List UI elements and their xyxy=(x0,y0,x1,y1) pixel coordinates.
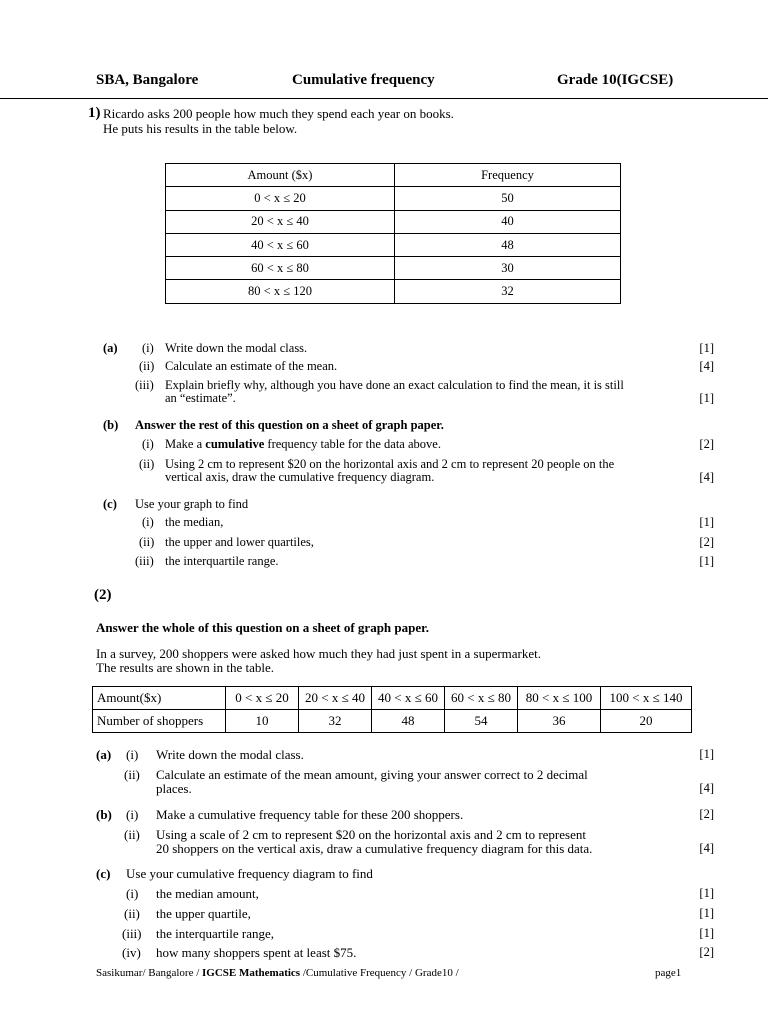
table-cell-class: 80 < x ≤ 100 xyxy=(518,687,601,710)
table-cell-frequency: 50 xyxy=(395,187,621,210)
q1-b-text: Answer the rest of this question on a sheet of graph paper. xyxy=(135,418,444,432)
q1-b-ii-text2: vertical axis, draw the cumulative frequency diagram. xyxy=(165,470,435,484)
q2-c-iv-label: (iv) xyxy=(122,945,141,960)
q2-a-i-label: (i) xyxy=(126,747,139,762)
q1-b-i-text-pre: Make a xyxy=(165,437,206,451)
q1-c-iii-text: the interquartile range. xyxy=(165,554,279,568)
table-row xyxy=(166,187,621,210)
q2-number: (2) xyxy=(94,587,112,603)
footer-text xyxy=(96,967,459,979)
q1-a-i-text: Write down the modal class. xyxy=(165,341,308,355)
table-row xyxy=(166,280,621,303)
q2-c-ii-label: (ii) xyxy=(124,906,140,921)
q2-c-iv-mark: [2] xyxy=(699,945,714,959)
footer-page: page1 xyxy=(655,967,682,979)
table-row-amount xyxy=(93,687,692,710)
q2-shoppers-table xyxy=(92,686,692,733)
table-header-amount: Amount ($x) xyxy=(166,164,395,187)
q1-c-ii-text: the upper and lower quartiles, xyxy=(165,535,314,549)
q1-frequency-table xyxy=(165,163,621,304)
q1-c-label: (c) xyxy=(103,497,117,511)
header-grade: Grade 10(IGCSE) xyxy=(557,72,674,88)
table-row xyxy=(166,210,621,233)
q1-a-i-label: (i) xyxy=(142,341,154,355)
footer-author: Sasikumar/ Bangalore / xyxy=(96,967,200,979)
q1-a-iii-text2: an “estimate”. xyxy=(165,391,236,405)
q2-b-i-text: Make a cumulative frequency table for these 200 shoppers. xyxy=(156,807,464,822)
q1-c-ii-mark: [2] xyxy=(699,535,714,549)
table-cell-shoppers: 10 xyxy=(226,710,299,733)
table-cell-shoppers: 54 xyxy=(445,710,518,733)
q2-a-i-text: Write down the modal class. xyxy=(156,747,304,762)
q2-c-ii-mark: [1] xyxy=(699,906,714,920)
table-cell-class: 0 < x ≤ 20 xyxy=(226,687,299,710)
table-cell-amount: 0 < x ≤ 20 xyxy=(166,187,395,210)
q1-c-iii-mark: [1] xyxy=(699,554,714,568)
q1-a-iii-label: (iii) xyxy=(135,378,154,392)
q2-b-label: (b) xyxy=(96,807,112,822)
footer-rest: /Cumulative Frequency / Grade10 / xyxy=(302,967,459,979)
q2-b-ii-text1: Using a scale of 2 cm to represent $20 on the horizontal axis and 2 cm to represent xyxy=(156,827,586,842)
q2-a-ii-mark: [4] xyxy=(699,781,714,795)
q2-intro-line2: The results are shown in the table. xyxy=(96,660,274,675)
q2-instruction: Answer the whole of this question on a sheet of graph paper. xyxy=(96,620,429,635)
q1-b-i-text xyxy=(165,437,441,452)
q2-b-ii-mark: [4] xyxy=(699,841,714,855)
q1-intro-line1: Ricardo asks 200 people how much they spend each year on books. xyxy=(103,106,454,121)
table-cell-shoppers: 48 xyxy=(372,710,445,733)
table-cell-frequency: 40 xyxy=(395,210,621,233)
table-cell-class: 40 < x ≤ 60 xyxy=(372,687,445,710)
table-cell-shoppers: 36 xyxy=(518,710,601,733)
q2-c-iii-label: (iii) xyxy=(122,926,142,941)
table-cell-shoppers: 32 xyxy=(299,710,372,733)
table-cell-frequency: 48 xyxy=(395,233,621,256)
q1-a-i-mark: [1] xyxy=(699,341,714,355)
table-cell-class: 20 < x ≤ 40 xyxy=(299,687,372,710)
header-topic: Cumulative frequency xyxy=(292,72,435,88)
table-cell-frequency: 30 xyxy=(395,257,621,280)
q1-a-ii-label: (ii) xyxy=(139,359,155,373)
q2-a-label: (a) xyxy=(96,747,112,762)
table-cell-class: 100 < x ≤ 140 xyxy=(601,687,692,710)
table-cell-shoppers: 20 xyxy=(601,710,692,733)
q1-c-ii-label: (ii) xyxy=(139,535,155,549)
table-row-label-amount: Amount($x) xyxy=(93,687,226,710)
q2-b-ii-text2: 20 shoppers on the vertical axis, draw a cumulative frequency diagram for this data. xyxy=(156,841,593,856)
q2-a-ii-label: (ii) xyxy=(124,767,140,782)
q2-c-iii-mark: [1] xyxy=(699,926,714,940)
q2-c-i-text: the median amount, xyxy=(156,886,259,901)
table-cell-amount: 40 < x ≤ 60 xyxy=(166,233,395,256)
q2-c-i-mark: [1] xyxy=(699,886,714,900)
q1-a-iii-mark: [1] xyxy=(699,391,714,405)
header-school: SBA, Bangalore xyxy=(96,72,199,88)
q1-intro-line2: He puts his results in the table below. xyxy=(103,121,298,136)
q1-b-label: (b) xyxy=(103,418,119,432)
table-cell-amount: 80 < x ≤ 120 xyxy=(166,280,395,303)
q1-c-text: Use your graph to find xyxy=(135,497,249,511)
q1-a-ii-text: Calculate an estimate of the mean. xyxy=(165,359,338,373)
q1-b-i-label: (i) xyxy=(142,437,154,451)
q2-a-i-mark: [1] xyxy=(699,747,714,761)
q1-a-label: (a) xyxy=(103,341,118,355)
q1-c-i-text: the median, xyxy=(165,515,224,529)
q1-b-i-text-post: frequency table for the data above. xyxy=(264,437,441,451)
table-row xyxy=(166,233,621,256)
q1-b-ii-mark: [4] xyxy=(699,470,714,484)
q2-b-i-mark: [2] xyxy=(699,807,714,821)
table-row-shoppers xyxy=(93,710,692,733)
q1-a-ii-mark: [4] xyxy=(699,359,714,373)
q1-c-i-mark: [1] xyxy=(699,515,714,529)
table-cell-class: 60 < x ≤ 80 xyxy=(445,687,518,710)
q2-c-iii-text: the interquartile range, xyxy=(156,926,275,941)
q2-a-ii-text2: places. xyxy=(156,781,192,796)
table-header-frequency: Frequency xyxy=(395,164,621,187)
q1-b-ii-text1: Using 2 cm to represent $20 on the horizontal axis and 2 cm to represent 20 people on the xyxy=(165,457,615,471)
q1-b-i-text-bold: cumulative xyxy=(205,437,265,451)
header-divider xyxy=(0,98,768,99)
q1-c-iii-label: (iii) xyxy=(135,554,154,568)
table-header-row xyxy=(166,164,621,187)
table-cell-amount: 20 < x ≤ 40 xyxy=(166,210,395,233)
q2-b-ii-label: (ii) xyxy=(124,827,140,842)
q2-intro-line1: In a survey, 200 shoppers were asked how much they had just spent in a supermarket. xyxy=(96,646,542,661)
q2-c-text: Use your cumulative frequency diagram to find xyxy=(126,866,373,881)
table-row xyxy=(166,257,621,280)
q1-b-ii-label: (ii) xyxy=(139,457,155,471)
q2-c-iv-text: how many shoppers spent at least $75. xyxy=(156,945,357,960)
q1-b-i-mark: [2] xyxy=(699,437,714,451)
q2-c-i-label: (i) xyxy=(126,886,139,901)
q2-c-ii-text: the upper quartile, xyxy=(156,906,251,921)
q1-c-i-label: (i) xyxy=(142,515,154,529)
q2-b-i-label: (i) xyxy=(126,807,139,822)
q2-c-label: (c) xyxy=(96,866,111,881)
q1-number: 1) xyxy=(88,105,101,121)
q1-a-iii-text1: Explain briefly why, although you have done an exact calculation to find the mean, it is still xyxy=(165,378,624,392)
footer-course: IGCSE Mathematics xyxy=(202,967,301,979)
q2-a-ii-text1: Calculate an estimate of the mean amount, giving your answer correct to 2 decimal xyxy=(156,767,588,782)
table-cell-frequency: 32 xyxy=(395,280,621,303)
table-cell-amount: 60 < x ≤ 80 xyxy=(166,257,395,280)
table-row-label-shoppers: Number of shoppers xyxy=(93,710,226,733)
